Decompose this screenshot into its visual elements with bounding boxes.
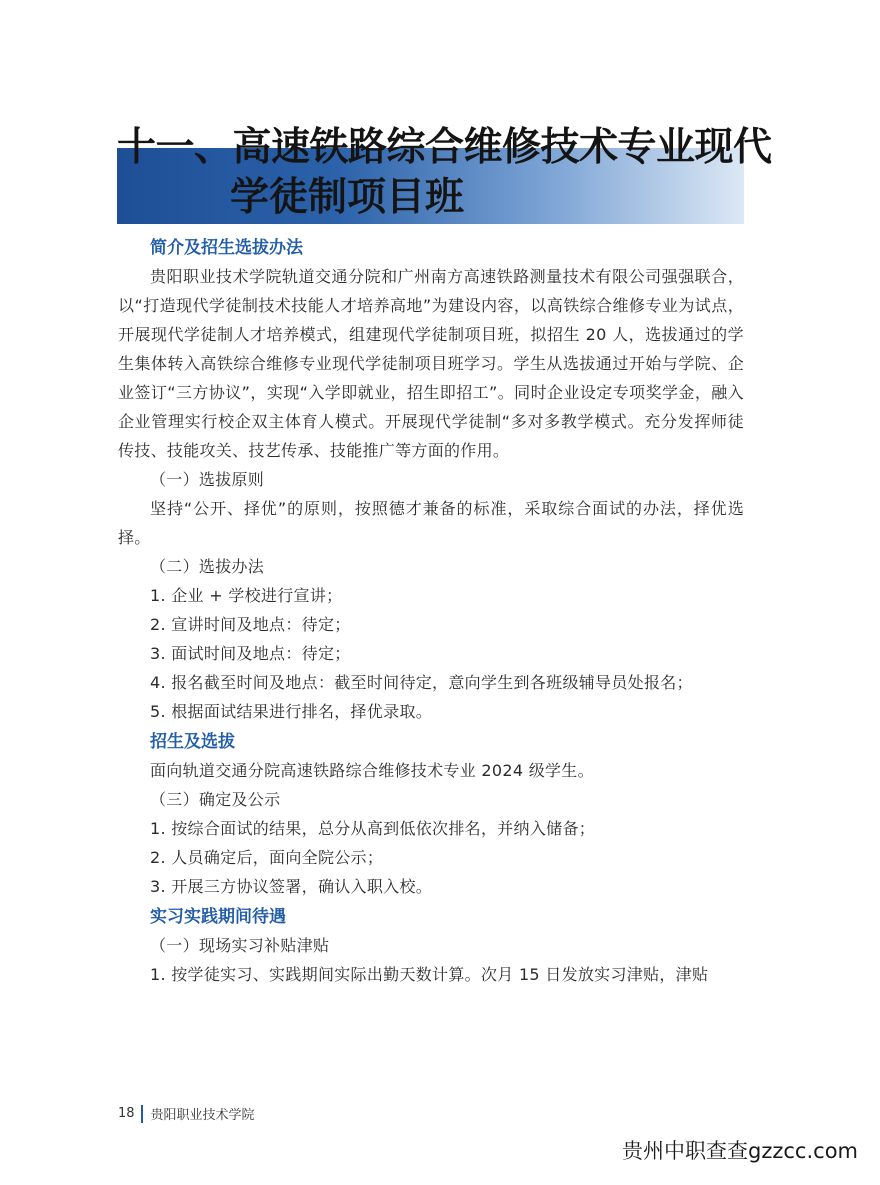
subsection-title-confirm: （三）确定及公示 xyxy=(150,790,281,809)
subsection-title-allowance: （一）现场实习补贴津贴 xyxy=(150,936,330,955)
subsection-title-method: （二）选拔办法 xyxy=(150,557,265,576)
intro-paragraph xyxy=(118,262,744,465)
list-item: 3. 面试时间及地点：待定； xyxy=(150,644,351,663)
list-item: 5. 根据面试结果进行排名，择优录取。 xyxy=(150,702,433,721)
list-item: 4. 报名截至时间及地点：截至时间待定，意向学生到各班级辅导员处报名； xyxy=(150,673,693,692)
section-heading-benefits: 实习实践期间待遇 xyxy=(150,907,286,927)
footer-school-name: 贵阳职业技术学院 xyxy=(150,1108,255,1123)
list-item: 1. 按学徒实习、实践期间实际出勤天数计算。次月 15 日发放实习津贴，津贴 xyxy=(150,965,709,984)
enrollment-text: 面向轨道交通分院高速铁路综合维修技术专业 2024 级学生。 xyxy=(150,761,594,780)
principle-paragraph xyxy=(118,494,744,552)
list-item: 1. 按综合面试的结果，总分从高到低依次排名，并纳入储备； xyxy=(150,819,596,838)
list-item: 1. 企业 + 学校进行宣讲； xyxy=(150,586,343,605)
page-title-line1: 十一、高速铁路综合维修技术专业现代 xyxy=(117,124,772,170)
list-item: 2. 人员确定后，面向全院公示； xyxy=(150,848,384,867)
principle-text: 坚持“公开、择优”的原则，按照德才兼备的标准，采取综合面试的办法，择优选择。 xyxy=(118,499,744,547)
list-item: 3. 开展三方协议签署，确认入职入校。 xyxy=(150,877,433,896)
document-body xyxy=(118,234,744,989)
list-item: 2. 宣讲时间及地点：待定； xyxy=(150,615,351,634)
intro-text: 贵阳职业技术学院轨道交通分院和广州南方高速铁路测量技术有限公司强强联合，以“打造现代学徒制技术技能人才培养高地”为建设内容，以高铁综合维修专业为试点，开展现代学徒制人才培养模式，组建现代学徒制项目班，拟招生 20 人，选拔通过的学生集体转入高铁综合维修专业现代学徒制项目班学习。学生从选拔通过开始与学院、企业签订“三方协议”，实现“入学即就业，招生即招工”。同时企业设定专项奖学金，融入企业管理实行校企双主体育人模式。开展现代学徒制“多对多教学模式。充分发挥师徒传技、技能攻关、技艺传承、技能推广等方面的作用。 xyxy=(118,267,744,460)
section-heading-enrollment: 招生及选拔 xyxy=(150,732,235,752)
section-heading-intro: 简介及招生选拔办法 xyxy=(150,238,303,258)
footer-divider xyxy=(141,1105,143,1123)
watermark-text: 贵州中职查查gzzcc.com xyxy=(622,1139,858,1163)
page-title-line2: 学徒制项目班 xyxy=(230,174,465,220)
subsection-title-principle: （一）选拔原则 xyxy=(150,470,265,489)
page-number: 18 xyxy=(118,1106,135,1121)
page-footer xyxy=(118,1104,255,1123)
